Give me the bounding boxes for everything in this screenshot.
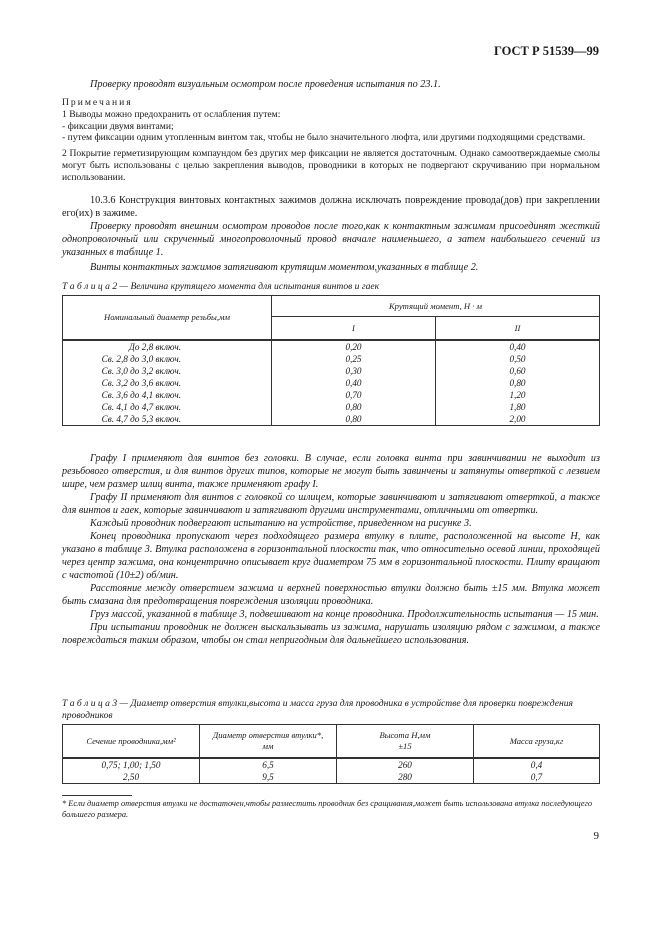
table3-col4-header: Масса груза,кг [474, 725, 600, 759]
table3-cell: 260 [337, 758, 474, 771]
table-2 [62, 295, 600, 426]
paragraph-graph-1: Графу I применяют для винтов без головки. В случае, если головка винта при завинчивании не выходит из резьбового отверстия, и для винтов других типов, которые не могут быть завинчены и затянуты отверткой с лезвием шире, чем размер шлиц винта, также применяют графу I. [62, 453, 600, 490]
graph-description [62, 452, 600, 647]
paragraph-10-3-6-torque: Винты контактных зажимов затягивают крутящим моментом,указанных в таблице 2. [90, 262, 479, 273]
table2-cell: 0,80 [272, 413, 436, 426]
table3-row [63, 758, 600, 771]
table3-caption: Т а б л и ц а 3 — Диаметр отверстия втулки,высота и масса груза для проводника в устройстве для проверки повреждения проводников [62, 698, 573, 721]
paragraph-check: Проверку проводят визуальным осмотром после проведения испытания по 23.1. [90, 79, 441, 90]
table2-cell: 0,20 [272, 340, 436, 353]
table2-cell: Св. 4,1 до 4,7 включ. [63, 401, 272, 413]
section-10-3-6 [62, 194, 600, 274]
table2-cell: 0,80 [272, 401, 436, 413]
table2-cell: Св. 3,6 до 4,1 включ. [63, 389, 272, 401]
table2-row [63, 413, 600, 426]
table2-cell: 0,25 [272, 353, 436, 365]
table2-col2-header: I [272, 317, 436, 341]
table2-row [63, 365, 600, 377]
table2-cell: 1,20 [435, 389, 599, 401]
table3-cell: 2,50 [63, 771, 200, 784]
table3-cell: 6,5 [200, 758, 337, 771]
note-1c: - путем фиксации одним утопленным винтом так, чтобы не было значительного люфта, или другими подходящими средствами. [62, 132, 586, 144]
table2-group-header: Крутящий момент, Н · м [272, 296, 600, 317]
paragraph-during: При испытании проводник не должен выскальзывать из зажима, нарушать изоляцию рядом с зажимом, а также повреждаться таким образом, чтобы он стал непригодным для дальнейшего использования. [62, 622, 600, 646]
table2-cell: Св. 4,7 до 5,3 включ. [63, 413, 272, 426]
paragraph-device: Каждый проводник подвергают испытанию на устройстве, приведенном на рисунке 3. [90, 518, 472, 529]
table3-cell: 0,4 [474, 758, 600, 771]
table2-row [63, 401, 600, 413]
table2-row [63, 340, 600, 353]
table3-col3-header [337, 725, 474, 759]
table3-row [63, 771, 600, 784]
table2-caption: Т а б л и ц а 2 — Величина крутящего момента для испытания винтов и гаек [62, 281, 380, 292]
table3-col2-header-line2: мм [262, 741, 274, 751]
table3-cell: 280 [337, 771, 474, 784]
table2-cell: Св. 2,8 до 3,0 включ. [63, 353, 272, 365]
notes-block [62, 97, 600, 184]
note-2: 2 Покрытие герметизирующим компаундом без других мер фиксации не является достаточным. Однако самоотверждаемые смолы могут быть использованы с целью закрепления выводов, проводники в которых не подвергают скручиванию при нормальном использовании. [62, 148, 600, 183]
document-header: ГОСТ Р 51539—99 [493, 44, 599, 58]
table3-cell: 0,7 [474, 771, 600, 784]
table2-cell: 1,80 [435, 401, 599, 413]
table2-row [63, 353, 600, 365]
page-number: 9 [593, 830, 599, 842]
footnote-rule [62, 795, 132, 796]
table2-cell: Св. 3,2 до 3,6 включ. [63, 377, 272, 389]
table2-body [63, 340, 600, 426]
table2-col1-header: Номинальный диаметр резьбы,мм [63, 296, 272, 341]
footnote: * Если диаметр отверстия втулки не достаточен,чтобы разместить проводник без сращивания,может быть использована втулка последующего большего размера. [62, 799, 593, 819]
table3-col1-header: Сечение проводника,мм² [63, 725, 200, 759]
paragraph-10-3-6: 10.3.6 Конструкция винтовых контактных зажимов должна исключать повреждение провода(дов) при закреплении его(их) в зажиме. [62, 195, 600, 219]
notes-title: Примечания [62, 97, 133, 108]
table-3 [62, 724, 600, 784]
table2-cell: 0,30 [272, 365, 436, 377]
table3-col2-header-line1: Диаметр отверстия втулки*, [212, 730, 324, 740]
table2-cell: До 2,8 включ. [63, 340, 272, 353]
paragraph-weight: Груз массой, указанной в таблице 3, подвешивают на конце проводника. Продолжительность испытания — 15 мин. [90, 609, 599, 620]
paragraph-end: Конец проводника пропускают через подходящего размера втулку в плите, расположенной на высоте H, как указано в таблице 3. Втулка расположена в горизонтальной плоскости так, что относительно осевой линии, проходящей через центр зажима, она концентрично описывает круг диаметром 75 мм в горизонтальной плоскости. Плиту вращают с частотой (10±2) об/мин. [62, 531, 600, 581]
table2-cell: 0,50 [435, 353, 599, 365]
table2-row [63, 389, 600, 401]
table3-col3-header-line1: Высота H,мм [379, 730, 431, 740]
note-1b: - фиксации двумя винтами; [62, 120, 174, 132]
table3-body [63, 758, 600, 784]
table3-cell: 0,75; 1,00; 1,50 [63, 758, 200, 771]
table3-col2-header [200, 725, 337, 759]
paragraph-distance: Расстояние между отверстием зажима и верхней поверхностью втулки должно быть ±15 мм. Втулка может быть смазана для предотвращения повреждения изоляции проводника. [62, 583, 600, 607]
paragraph-10-3-6-check: Проверку проводят внешним осмотром проводов после того,как к контактным зажимам присоединят жесткий однопроволочный или скрученный многопроволочный провод вначале наименьшего, а затем наибольшего сечений из указанных в таблице 1. [62, 221, 600, 258]
table2-row [63, 377, 600, 389]
note-1a: 1 Выводы можно предохранить от ослабления путем: [62, 108, 281, 120]
table2-cell: 0,70 [272, 389, 436, 401]
table2-cell: 0,40 [272, 377, 436, 389]
table2-cell: 0,80 [435, 377, 599, 389]
table2-col3-header: II [435, 317, 599, 341]
table2-cell: Св. 3,0 до 3,2 включ. [63, 365, 272, 377]
paragraph-graph-2: Графу II применяют для винтов с головкой со шлицем, которые завинчивают и затягивают отверткой, а также для винтов и гаек, которые завинчивают и затягивают другими инструментами, отличными от отвертки. [62, 492, 600, 516]
table2-cell: 2,00 [435, 413, 599, 426]
table2-cell: 0,40 [435, 340, 599, 353]
table3-col3-header-line2: ±15 [398, 741, 412, 751]
table2-cell: 0,60 [435, 365, 599, 377]
table3-cell: 9,5 [200, 771, 337, 784]
